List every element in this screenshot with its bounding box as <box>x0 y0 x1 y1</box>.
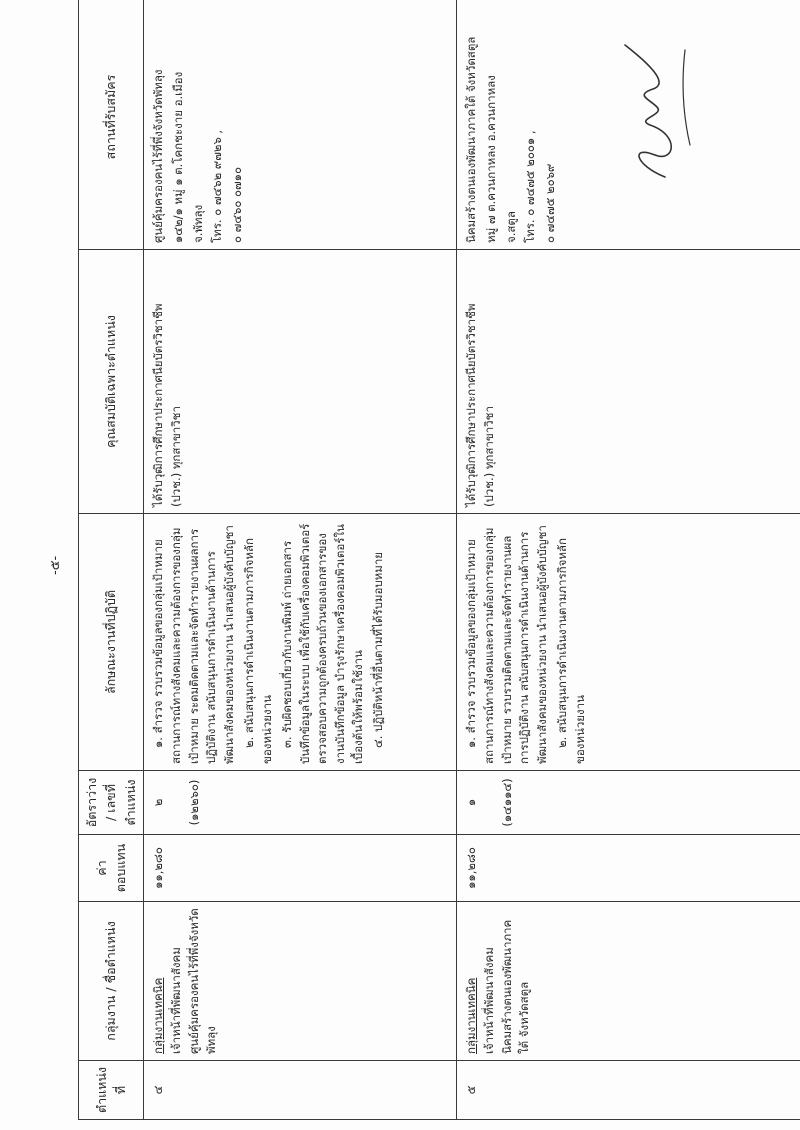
header-salary: ค่าตอบแทน <box>79 835 144 902</box>
place-line: ๑๔๒/๑ หมู่ ๑ ต.โคกชะงาย อ.เมือง <box>170 71 185 243</box>
place-line: ๐ ๗๔๖๐ ๐๗๑๐ <box>230 167 245 243</box>
qualification-line: ได้รับวุฒิการศึกษาประกาศนียบัตรวิชาชีพ <box>151 303 165 507</box>
header-group-title: กลุ่มงาน / ชื่อตำแหน่ง <box>79 902 144 1061</box>
duty-item: ๒. สนับสนุนการดำเนินงานตามภารกิจหลักของหน่วยงาน <box>555 538 587 764</box>
job-group: กลุ่มงานเทคนิค <box>464 977 478 1054</box>
salary-value: ๑๑,๒๘๐ <box>464 847 478 889</box>
cell-qualification <box>144 250 457 514</box>
duty-item: ๒. สนับสนุนการดำเนินงานตามภารกิจหลักของหน่วยงาน <box>242 538 274 764</box>
cell-salary <box>457 835 800 902</box>
place-line: จ.สตูล <box>503 211 518 243</box>
cell-group-title <box>144 902 457 1061</box>
place-line: หมู่ ๗ ต.ควนกาหลง อ.ควนกาหลง <box>483 75 498 243</box>
qualification-line: ได้รับวุฒิการศึกษาประกาศนียบัตรวิชาชีพ <box>464 303 478 507</box>
place-line: จ.พัทลุง <box>190 204 205 243</box>
cell-salary <box>144 835 457 902</box>
place-line: โทร. ๐ ๗๔๗๕ ๒๐๐๑ , <box>523 130 538 243</box>
cell-vacancy <box>457 771 800 835</box>
table-row <box>144 0 457 1120</box>
header-vacancy-rate: อัตราว่าง / เลขที่ตำแหน่ง <box>79 771 144 835</box>
qualification-line: (ปวช.) ทุกสาขาวิชา <box>481 406 496 507</box>
place-line: โทร. ๐ ๗๔๖๒ ๙๗๒๖ , <box>210 129 225 243</box>
cell-duties <box>144 514 457 771</box>
job-unit: ศูนย์คุ้มครองคนไร้ที่พึ่งจังหวัดพัทลุง <box>186 908 219 1054</box>
job-title: เจ้าหน้าที่พัฒนาสังคม <box>168 947 183 1054</box>
position-code: (๑๔๑๑๔) <box>499 778 514 827</box>
duty-item: ๑. สำรวจ รวบรวมข้อมูลของกลุ่มเป้าหมาย สถานการณ์ทางสังคมและความต้องการของกลุ่มเป้าหมาย รวบรวมติดตามและจัดทำรายงานผลการปฏิบัติงาน สนับสนุนการดำเนินงานด้านการพัฒนาสังคมของหน่วยงาน นำเสนอผู้บังคับบัญชา <box>464 525 550 764</box>
page-number: -๕- <box>48 555 63 575</box>
handwritten-signature <box>595 35 705 185</box>
place-line: ศูนย์คุ้มครองคนไร้ที่พึ่งจังหวัดพัทลุง <box>151 69 165 243</box>
salary-value: ๑๑,๒๘๐ <box>151 847 165 889</box>
cell-vacancy <box>144 771 457 835</box>
place-line: ๐ ๗๔๗๕ ๒๐๖๙ <box>543 163 558 243</box>
place-line: นิคมสร้างตนเองพัฒนาภาคใต้ จังหวัดสตูล <box>464 36 478 243</box>
cell-position-no <box>144 1061 457 1120</box>
cell-qualification <box>457 250 800 514</box>
cell-group-title <box>457 902 800 1061</box>
job-group: กลุ่มงานเทคนิค <box>151 977 165 1054</box>
vacancy-count: ๑ <box>464 798 478 807</box>
header-duties: ลักษณะงานที่ปฏิบัติ <box>79 514 144 771</box>
qualification-line: (ปวช.) ทุกสาขาวิชา <box>168 406 183 507</box>
cell-position-no <box>457 1061 800 1120</box>
position-number: ๔ <box>151 1085 165 1095</box>
job-title: เจ้าหน้าที่พัฒนาสังคม <box>481 947 496 1054</box>
cell-apply-place <box>144 0 457 250</box>
position-number: ๕ <box>464 1085 478 1095</box>
header-apply-place: สถานที่รับสมัคร <box>79 0 144 250</box>
cell-duties <box>457 514 800 771</box>
table-header-row <box>79 0 144 1120</box>
duty-item: ๓. รับผิดชอบเกี่ยวกับงานพิมพ์ ถ่ายเอกสาร บันทึกข้อมูลในระบบ เพื่อใช้กับเครื่องคอมพิวเตอร์ ตรวจสอบความถูกต้องครบถ้วนของเอกสารของงานบันทึกข้อมูล บำรุงรักษาเครื่องคอมพิวเตอร์ในเบื้องต้นให้พร้อมใช้งาน <box>279 523 365 764</box>
header-qualification: คุณสมบัติเฉพาะตำแหน่ง <box>79 250 144 514</box>
job-unit: นิคมสร้างตนเองพัฒนาภาคใต้ จังหวัดสตูล <box>499 919 532 1054</box>
header-position-no: ตำแหน่งที่ <box>79 1061 144 1120</box>
position-code: (๑๒๒๖๐) <box>186 779 201 826</box>
duty-item: ๔. ปฏิบัติหน้าที่อื่นตามที่ได้รับมอบหมาย <box>370 551 385 748</box>
vacancy-count: ๒ <box>151 798 165 807</box>
duty-item: ๑. สำรวจ รวบรวมข้อมูลของกลุ่มเป้าหมาย สถานการณ์ทางสังคมและความต้องการของกลุ่มเป้าหมาย ระดมติดตามและจัดทำรายงานผลการปฏิบัติงาน สนับสนุนการดำเนินงานด้านการพัฒนาสังคมของหน่วยงาน นำเสนอผู้บังคับบัญชา <box>151 525 237 764</box>
